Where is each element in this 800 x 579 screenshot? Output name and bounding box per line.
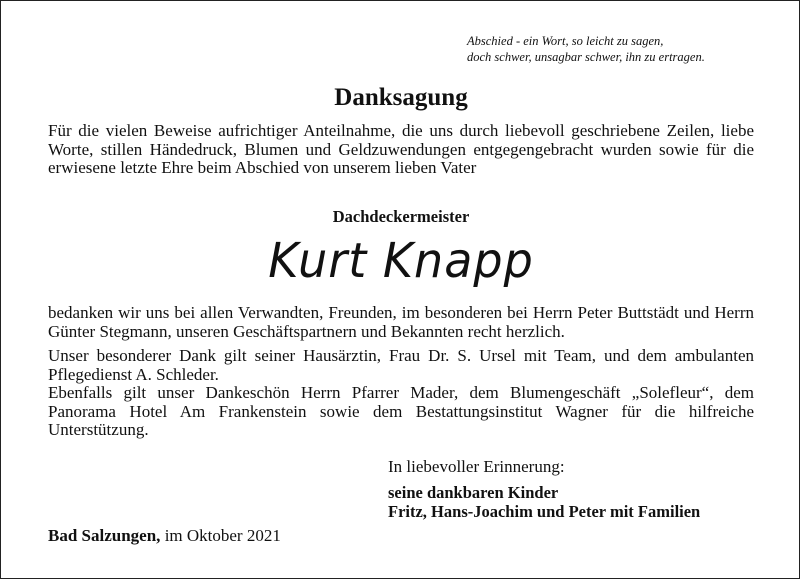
motto-quote — [467, 33, 705, 65]
thanks-paragraph-2: Unser besonderer Dank gilt seiner Hausärztin, Frau Dr. S. Ursel mit Team, und dem ambulanten Pflegedienst A. Schleder. — [48, 346, 754, 384]
intro-paragraph: Für die vielen Beweise aufrichtiger Anteilnahme, die uns durch liebevoll geschriebene Zeilen, liebe Worte, stillen Händedruck, Blumen und Geldzuwendungen entgegengebracht wurden sowie für die erwiesene letzte Ehre beim Abschied von unserem lieben Vater — [48, 121, 754, 178]
family-line-1: seine dankbaren Kinder — [388, 483, 559, 502]
thanks-paragraph-1: bedanken wir uns bei allen Verwandten, Freunden, im besonderen bei Herrn Peter Buttstädt und Herrn Günter Stegmann, unseren Geschäftspartnern und Bekannten recht herzlich. — [48, 303, 754, 341]
family-line-2: Fritz, Hans-Joachim und Peter mit Familien — [388, 502, 701, 521]
notice-title: Danksagung — [334, 84, 468, 111]
signoff-date: im Oktober 2021 — [164, 526, 281, 545]
deceased-name: Kurt Knapp — [268, 231, 534, 289]
family-signature — [388, 483, 700, 521]
remembrance-line: In liebevoller Erinnerung: — [388, 457, 565, 476]
motto-line-2: doch schwer, unsagbar schwer, ihn zu ertragen. — [467, 50, 705, 64]
thanks-paragraph-3: Ebenfalls gilt unser Dankeschön Herrn Pfarrer Mader, dem Blumengeschäft „Solefleur“, dem Panorama Hotel Am Frankenstein sowie dem Bestattungsinstitut Wagner für die hilfreiche Unterstützung. — [48, 383, 754, 440]
motto-line-1: Abschied - ein Wort, so leicht zu sagen, — [467, 34, 664, 48]
place-date-signoff — [48, 526, 281, 546]
deceased-profession: Dachdeckermeister — [332, 207, 470, 226]
signoff-place: Bad Salzungen, — [48, 526, 161, 545]
